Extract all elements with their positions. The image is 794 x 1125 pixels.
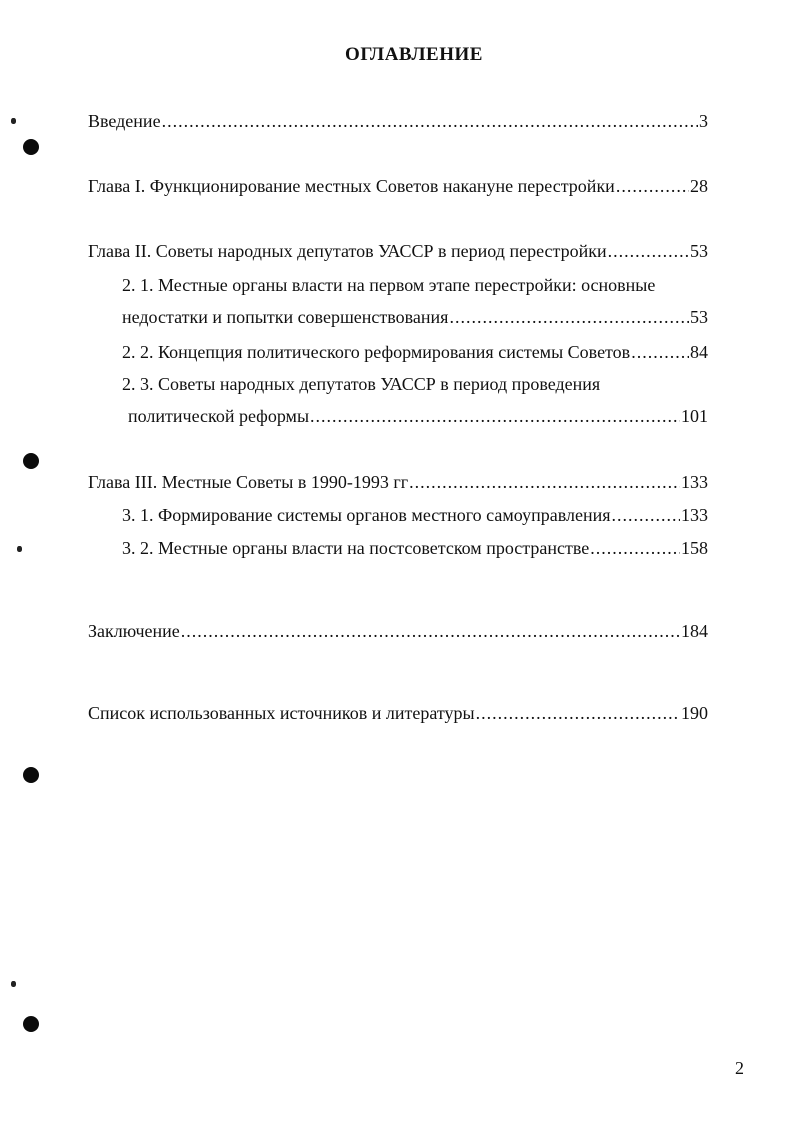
scan-speck <box>11 981 16 987</box>
binder-hole <box>23 453 39 469</box>
toc-entry-label: Глава II. Советы народных депутатов УАССР в период перестройки <box>88 241 607 261</box>
toc-entry-chapter-3 <box>88 471 708 493</box>
toc-leader-dots <box>608 240 689 262</box>
toc-entry-label: Глава I. Функционирование местных Советов накануне перестройки <box>88 176 615 196</box>
toc-entry-label: Глава III. Местные Советы в 1990-1993 гг <box>88 472 409 492</box>
toc-page-number: 28 <box>690 176 708 196</box>
toc-page-number: 133 <box>681 505 708 525</box>
toc-leader-dots <box>612 504 681 526</box>
toc-page-number: 3 <box>699 111 708 131</box>
toc-entry-label: 3. 1. Формирование системы органов местного самоуправления <box>122 505 611 525</box>
toc-leader-dots <box>181 620 680 642</box>
toc-entry-section-2-1-line1: 2. 1. Местные органы власти на первом этапе перестройки: основные <box>122 275 656 295</box>
toc-entry-section-2-1 <box>122 306 708 328</box>
toc-entry-section-2-2 <box>122 341 708 363</box>
binder-hole <box>23 767 39 783</box>
toc-page-number: 190 <box>681 703 708 723</box>
page-number: 2 <box>735 1058 744 1078</box>
binder-hole <box>23 139 39 155</box>
toc-entry-label: Список использованных источников и литературы <box>88 703 475 723</box>
toc-entry-section-2-3 <box>128 405 708 427</box>
toc-entry-section-3-1 <box>122 504 708 526</box>
toc-page-number: 101 <box>681 406 708 426</box>
scan-speck <box>17 546 22 552</box>
toc-page-number: 158 <box>681 538 708 558</box>
toc-leader-dots <box>310 405 680 427</box>
toc-leader-dots <box>616 175 689 197</box>
toc-page-number: 133 <box>681 472 708 492</box>
toc-leader-dots <box>449 306 689 328</box>
toc-page-number: 184 <box>681 621 708 641</box>
toc-entry-label: Заключение <box>88 621 180 641</box>
toc-page-number: 53 <box>690 307 708 327</box>
toc-entry-label: 3. 2. Местные органы власти на постсоветском пространстве <box>122 538 590 558</box>
toc-entry-sources <box>88 702 708 724</box>
toc-page-number: 84 <box>690 342 708 362</box>
toc-entry-intro <box>88 110 708 132</box>
toc-page-number: 53 <box>690 241 708 261</box>
toc-entry-label: 2. 2. Концепция политического реформирования системы Советов <box>122 342 631 362</box>
toc-leader-dots <box>162 110 698 132</box>
toc-leader-dots <box>476 702 680 724</box>
toc-leader-dots <box>409 471 680 493</box>
toc-entry-section-3-2 <box>122 537 708 559</box>
toc-leader-dots <box>590 537 680 559</box>
binder-hole <box>23 1016 39 1032</box>
toc-entry-chapter-2 <box>88 240 708 262</box>
toc-entry-section-2-3-line1: 2. 3. Советы народных депутатов УАССР в период проведения <box>122 374 601 394</box>
scan-speck <box>11 118 16 124</box>
toc-leader-dots <box>631 341 689 363</box>
toc-entry-conclusion <box>88 620 708 642</box>
toc-entry-chapter-1 <box>88 175 708 197</box>
toc-entry-label: политической реформы <box>128 406 310 426</box>
toc-entry-label: недостатки и попытки совершенствования <box>122 307 449 327</box>
toc-entry-label: Введение <box>88 111 161 131</box>
page-title: ОГЛАВЛЕНИЕ <box>345 44 483 65</box>
